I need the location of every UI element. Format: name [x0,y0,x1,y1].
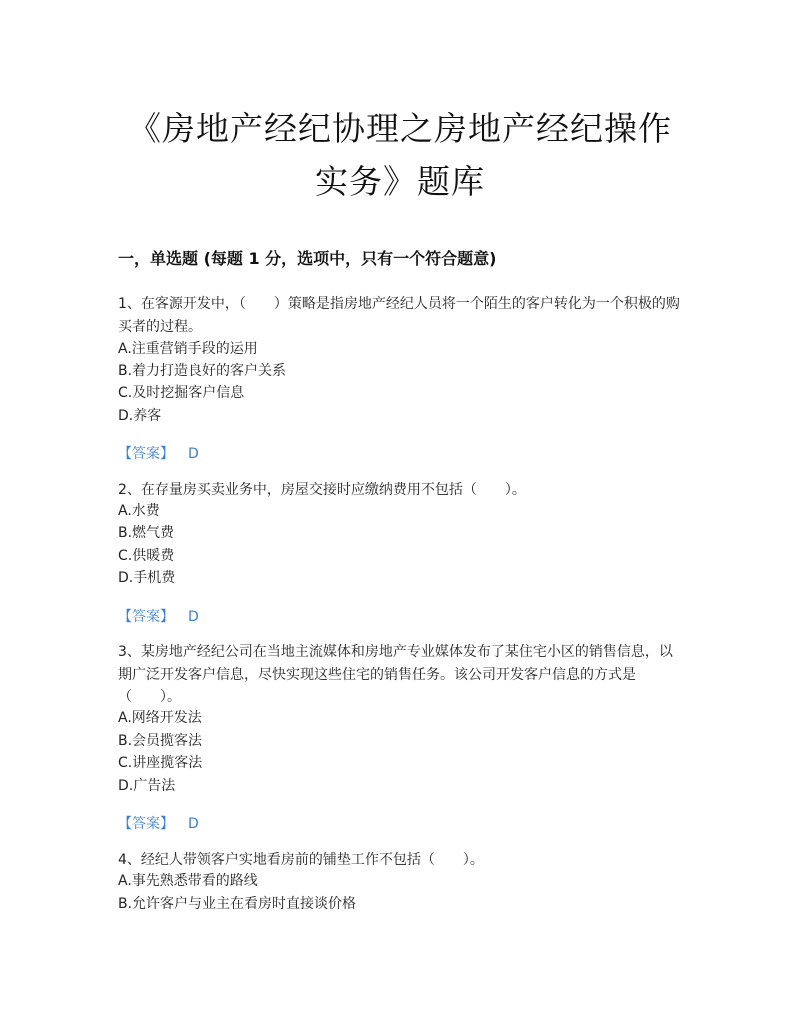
document-title-line-1: 《房地产经纪协理之房地产经纪操作 [128,109,672,148]
question-2-text: 2、在存量房买卖业务中，房屋交接时应缴纳费用不包括（ ）。 [118,482,526,498]
document-title-line-2: 实务》题库 [315,162,485,201]
question-2-option-d: D.手机费 [118,570,176,586]
question-4-option-a: A.事先熟悉带看的路线 [118,873,258,889]
question-3-option-a: A.网络开发法 [118,710,202,726]
question-1-option-c: C.及时挖掘客户信息 [118,385,245,401]
question-3-option-d: D.广告法 [118,778,176,794]
question-4-text: 4、经纪人带领客户实地看房前的铺垫工作不包括（ ）。 [118,852,484,868]
answer-value: D [188,609,199,625]
answer-label: 【答案】 [118,446,174,462]
question-1-answer [118,443,199,463]
question-2-option-a: A.水费 [118,503,160,519]
question-2-answer [118,606,199,626]
question-2-option-c: C.供暖费 [118,548,175,564]
question-1-option-d: D.养客 [118,408,162,424]
question-3-text: 3、某房地产经纪公司在当地主流媒体和房地产专业媒体发布了某住宅小区的销售信息，以期广泛开发客户信息，尽快实现这些住宅的销售任务。该公司开发客户信息的方式是（ ）。 [118,644,673,705]
answer-value: D [188,446,199,462]
question-3-option-b: B.会员揽客法 [118,733,203,749]
question-3-answer [118,813,199,833]
answer-label: 【答案】 [118,609,174,625]
section-heading: 一，单选题 (每题 1 分，选项中，只有一个符合题意) [118,249,497,268]
question-2-option-b: B.燃气费 [118,525,175,541]
answer-value: D [188,816,199,832]
question-4-option-b: B.允许客户与业主在看房时直接谈价格 [118,896,357,912]
question-3-option-c: C.讲座揽客法 [118,755,203,771]
question-1-option-a: A.注重营销手段的运用 [118,341,258,357]
question-1-text: 1、在客源开发中，（ ）策略是指房地产经纪人员将一个陌生的客户转化为一个积极的购买者的过程。 [118,296,680,335]
question-1-option-b: B.着力打造良好的客户关系 [118,363,287,379]
answer-label: 【答案】 [118,816,174,832]
